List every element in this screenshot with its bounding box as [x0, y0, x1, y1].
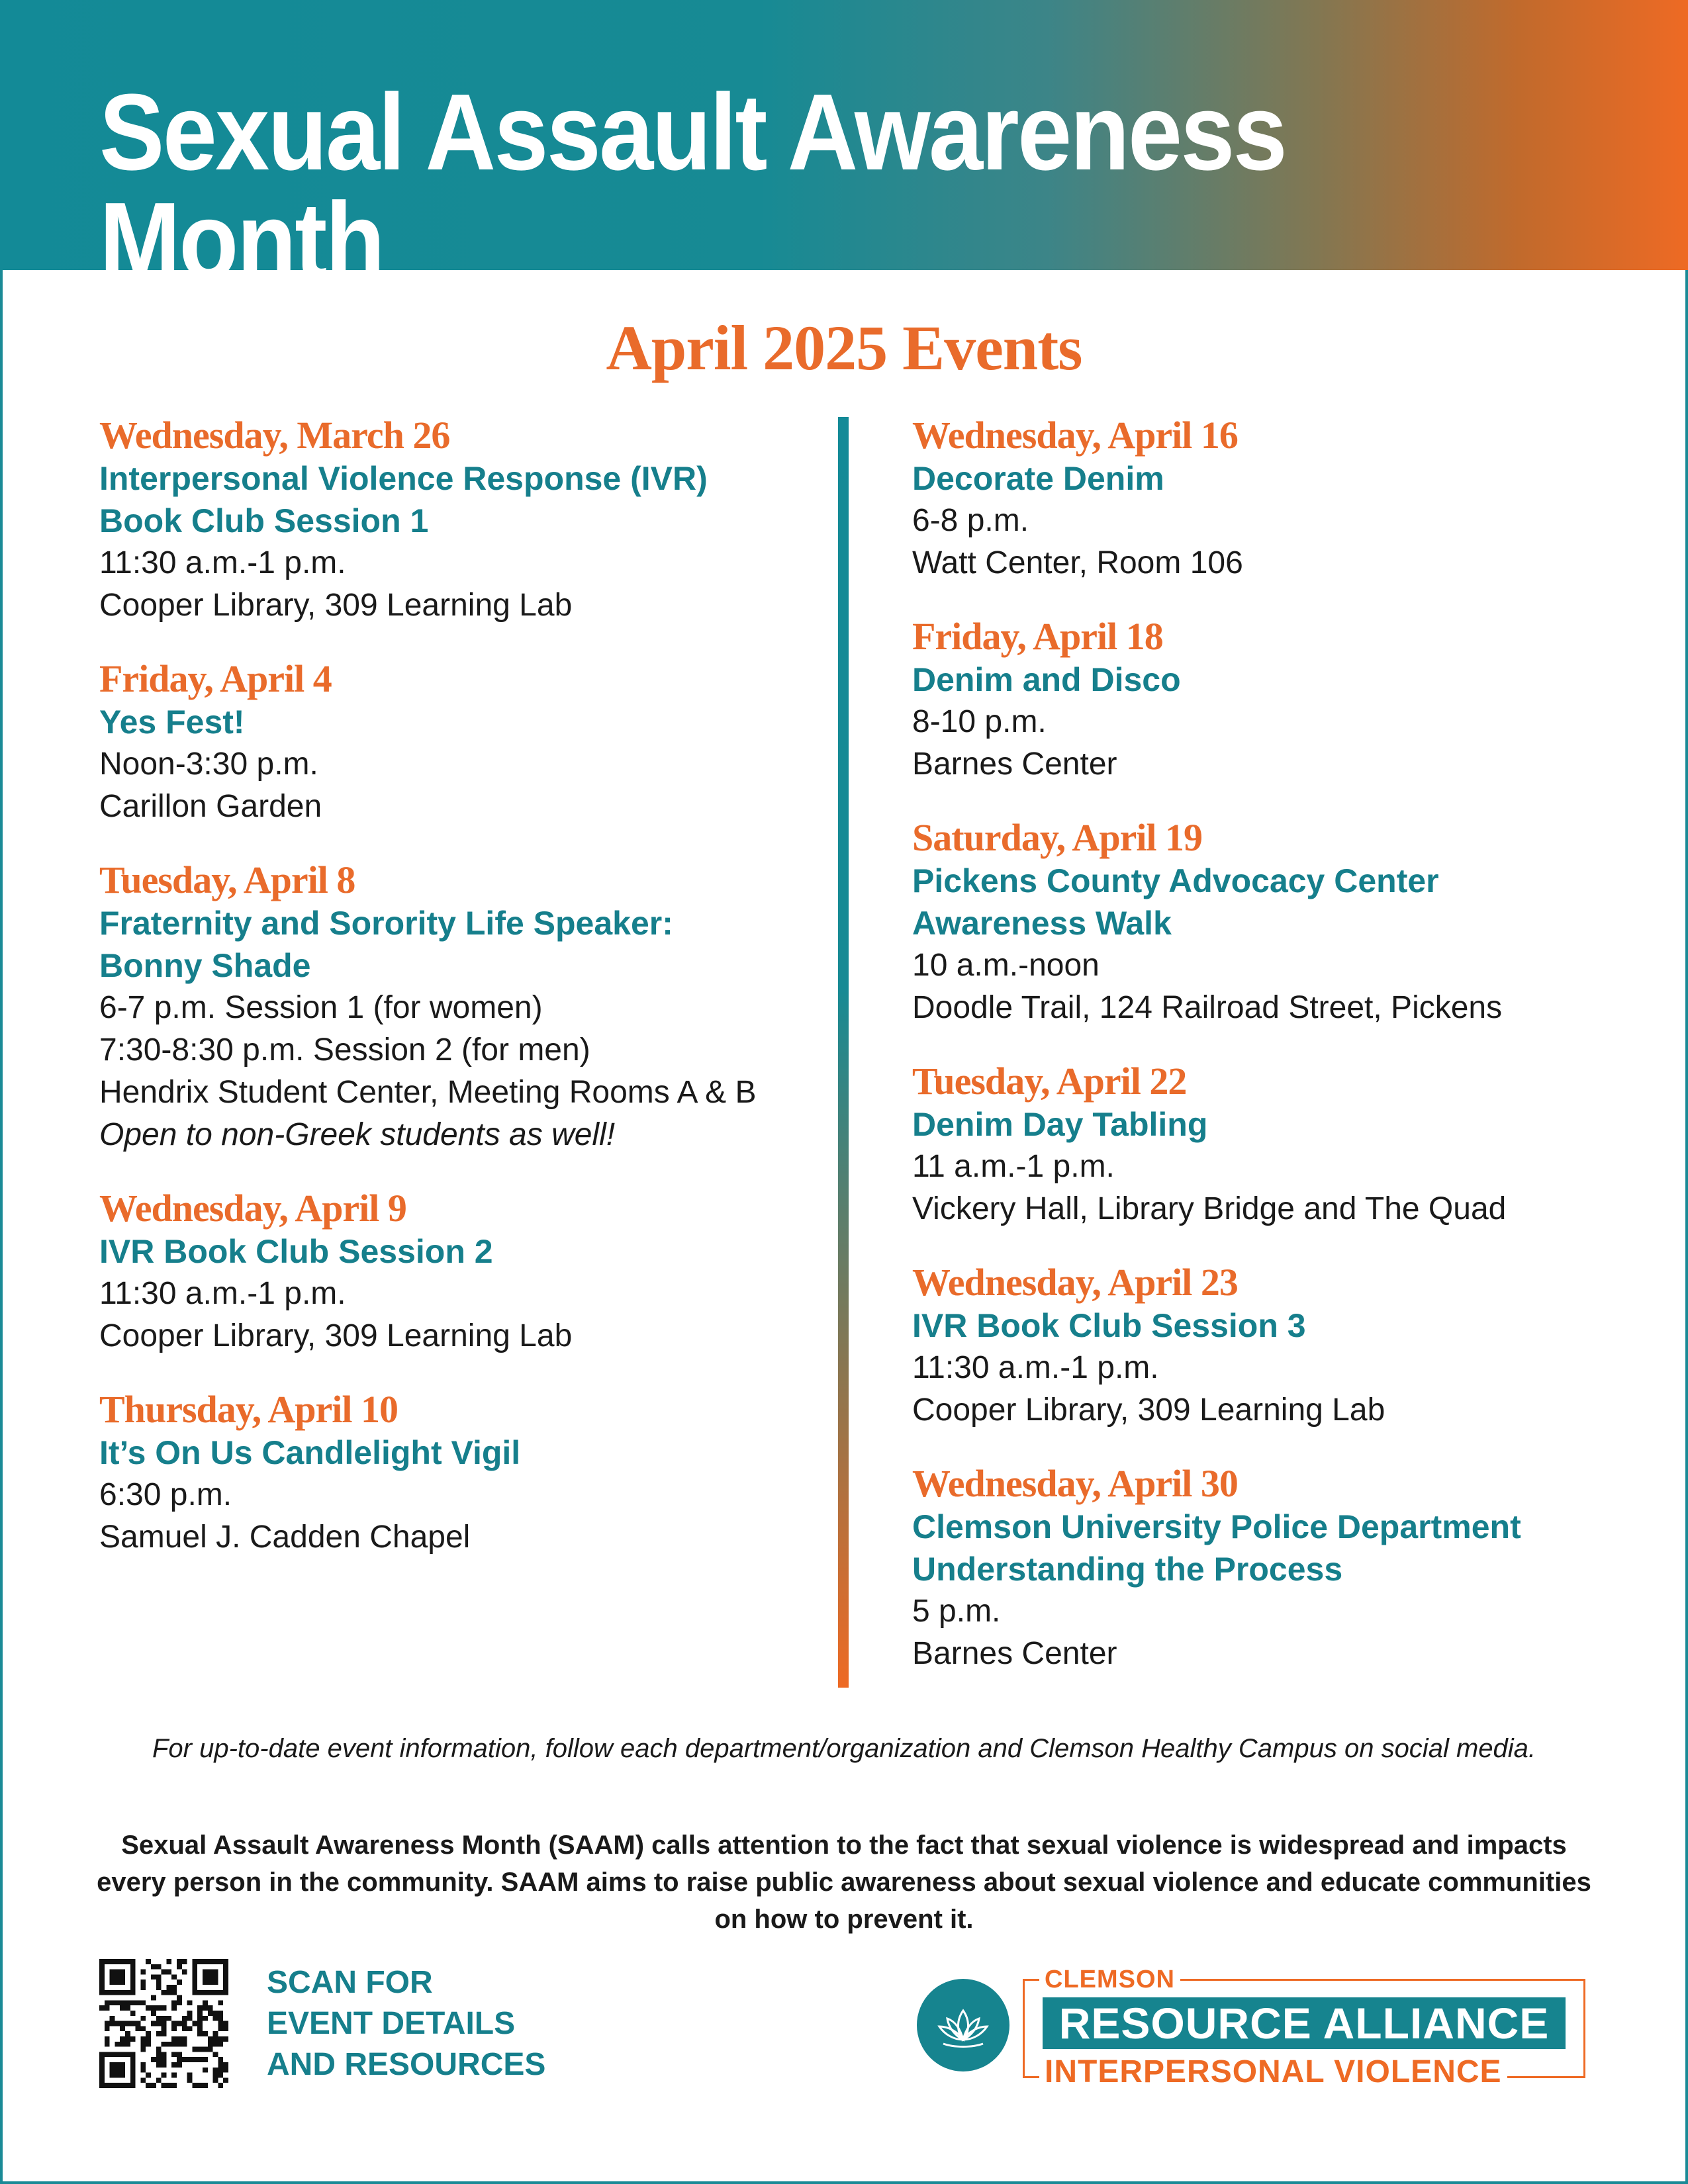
- event-detail: 6-8 p.m.: [912, 503, 1029, 538]
- event-name: It’s On Us Candlelight Vigil: [99, 1434, 521, 1471]
- event-item: [912, 816, 1640, 1029]
- event-detail: Doodle Trail, 124 Railroad Street, Pickens: [912, 990, 1503, 1025]
- event-date: Thursday, April 10: [99, 1388, 398, 1431]
- event-date: Tuesday, April 8: [99, 858, 355, 901]
- lotus-icon: [917, 1979, 1009, 2071]
- event-detail: Barnes Center: [912, 1636, 1117, 1671]
- event-name: Denim and Disco: [912, 661, 1181, 698]
- event-date: Saturday, April 19: [912, 816, 1203, 859]
- events-heading: April 2025 Events: [606, 312, 1082, 383]
- event-detail: Hendrix Student Center, Meeting Rooms A & B: [99, 1075, 757, 1110]
- event-date: Wednesday, April 16: [912, 414, 1238, 457]
- event-detail: Cooper Library, 309 Learning Lab: [99, 588, 573, 623]
- event-detail: Barnes Center: [912, 747, 1117, 782]
- event-detail: 7:30-8:30 p.m. Session 2 (for men): [99, 1032, 590, 1068]
- scan-line: SCAN FOR: [267, 1965, 433, 2000]
- page-title: Sexual Assault Awareness Month: [99, 71, 1286, 301]
- event-date: Wednesday, March 26: [99, 414, 450, 457]
- event-detail: 8-10 p.m.: [912, 704, 1047, 739]
- event-name: IVR Book Club Session 3: [912, 1307, 1306, 1344]
- event-date: Tuesday, April 22: [912, 1060, 1187, 1103]
- event-name: Clemson University Police Department: [912, 1508, 1521, 1545]
- event-name: Denim Day Tabling: [912, 1106, 1208, 1143]
- event-detail: Noon-3:30 p.m.: [99, 747, 318, 782]
- event-name: Interpersonal Violence Response (IVR): [99, 460, 708, 497]
- event-item: [912, 615, 1640, 786]
- event-detail: Vickery Hall, Library Bridge and The Quad: [912, 1191, 1507, 1226]
- event-item: [99, 657, 827, 828]
- event-name: Understanding the Process: [912, 1551, 1343, 1588]
- event-date: Wednesday, April 9: [99, 1187, 406, 1230]
- event-date: Friday, April 4: [99, 657, 332, 700]
- event-detail: 10 a.m.-noon: [912, 948, 1100, 983]
- event-note: Open to non-Greek students as well!: [99, 1117, 616, 1152]
- event-detail: Cooper Library, 309 Learning Lab: [99, 1318, 573, 1353]
- event-item: [912, 1060, 1640, 1230]
- event-detail: Watt Center, Room 106: [912, 545, 1243, 580]
- header-banner: [0, 0, 1688, 301]
- event-name: Decorate Denim: [912, 460, 1164, 497]
- event-name: IVR Book Club Session 2: [99, 1233, 493, 1270]
- event-item: [912, 1261, 1640, 1432]
- qr-code[interactable]: [99, 1959, 228, 2088]
- logo-interpersonal-violence: INTERPERSONAL VIOLENCE: [1039, 2055, 1507, 2089]
- logo-clemson: CLEMSON: [1039, 1966, 1180, 1994]
- scan-line: EVENT DETAILS: [267, 2006, 516, 2041]
- event-detail: 11:30 a.m.-1 p.m.: [99, 1276, 346, 1311]
- event-item: [912, 1462, 1640, 1675]
- event-item: [99, 1388, 827, 1559]
- event-date: Wednesday, April 23: [912, 1261, 1238, 1304]
- event-name: Book Club Session 1: [99, 502, 429, 539]
- event-date: Friday, April 18: [912, 615, 1163, 658]
- event-name: Fraternity and Sorority Life Speaker:: [99, 905, 673, 942]
- event-name: Yes Fest!: [99, 704, 245, 741]
- event-date: Wednesday, April 30: [912, 1462, 1238, 1505]
- event-name: Pickens County Advocacy Center: [912, 862, 1439, 899]
- event-item: [99, 1187, 827, 1357]
- social-media-note: For up-to-date event information, follow each department/organization and Clemson Healthy Campus on social media.: [152, 1734, 1536, 1763]
- event-detail: 6-7 p.m. Session 1 (for women): [99, 990, 543, 1025]
- event-detail: Samuel J. Cadden Chapel: [99, 1520, 471, 1555]
- event-detail: 11:30 a.m.-1 p.m.: [99, 545, 346, 580]
- event-detail: Carillon Garden: [99, 789, 322, 824]
- scan-caption: [267, 1962, 545, 2085]
- event-name: Bonny Shade: [99, 947, 311, 984]
- right-event-column: [912, 414, 1640, 1706]
- event-detail: 11 a.m.-1 p.m.: [912, 1149, 1115, 1184]
- event-name: Awareness Walk: [912, 905, 1172, 942]
- event-detail: 11:30 a.m.-1 p.m.: [912, 1350, 1159, 1385]
- event-item: [99, 414, 827, 627]
- scan-line: AND RESOURCES: [267, 2047, 546, 2082]
- logo-resource-alliance: RESOURCE ALLIANCE: [1043, 1997, 1566, 2049]
- event-detail: 5 p.m.: [912, 1594, 1001, 1629]
- column-divider: [838, 417, 849, 1688]
- event-detail: 6:30 p.m.: [99, 1477, 232, 1512]
- event-detail: Cooper Library, 309 Learning Lab: [912, 1392, 1385, 1428]
- event-item: [912, 414, 1640, 584]
- left-event-column: [99, 414, 827, 1589]
- saam-description: Sexual Assault Awareness Month (SAAM) calls attention to the fact that sexual violence is widespread and impacts every person in the community. SAAM aims to raise public awareness about sexual violence and educate communities on how to prevent it.: [97, 1831, 1591, 1934]
- event-item: [99, 858, 827, 1156]
